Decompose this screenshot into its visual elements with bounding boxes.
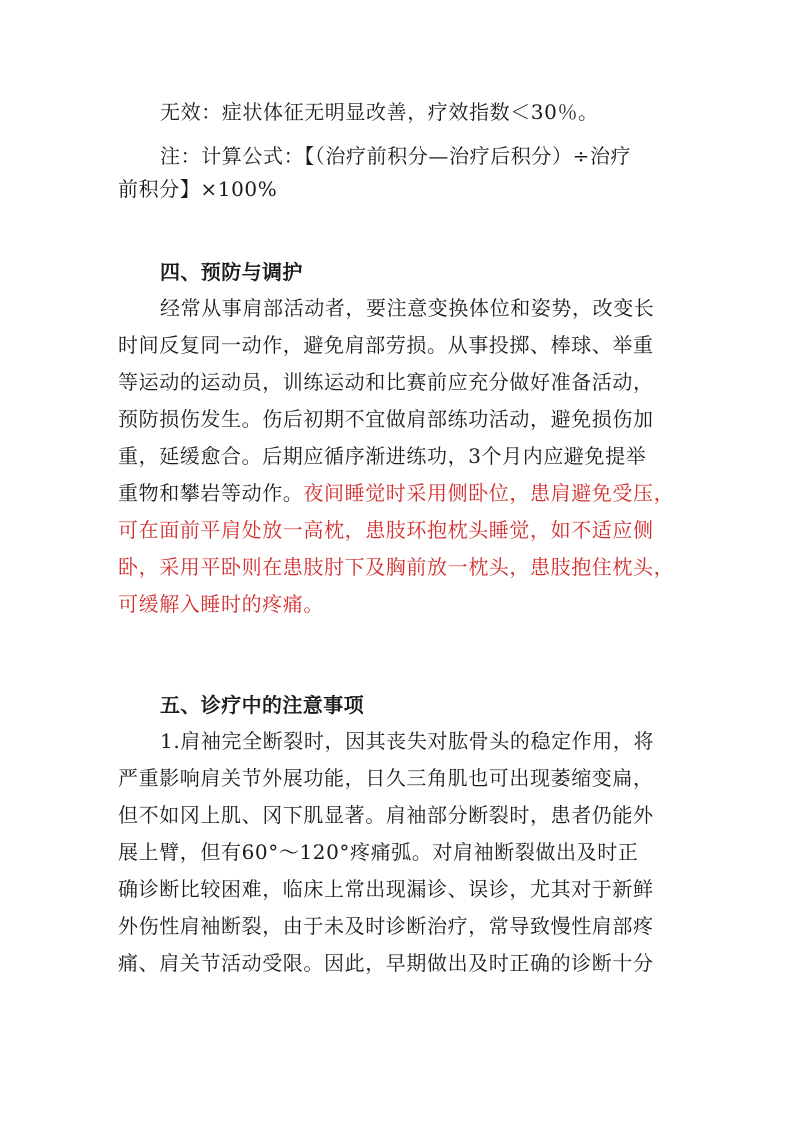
paragraph-line: 但不如冈上肌、冈下肌显著。肩袖部分断裂时，患者仍能外 <box>118 803 654 827</box>
highlighted-line: 可在面前平肩处放一高枕，患肢环抱枕头睡觉，如不适应侧 <box>118 518 654 542</box>
formula-note-continuation: 前积分】×100% <box>118 177 278 201</box>
highlighted-line: 可缓解入睡时的疼痛。 <box>118 592 324 616</box>
efficacy-invalid-line: 无效：症状体征无明显改善，疗效指数＜30％。 <box>160 100 599 124</box>
paragraph-line: 1.肩袖完全断裂时，因其丧失对肱骨头的稳定作用，将 <box>160 729 655 753</box>
paragraph-line: 时间反复同一动作，避免肩部劳损。从事投掷、棒球、举重 <box>118 333 654 357</box>
paragraph-line: 外伤性肩袖断裂，由于未及时诊断治疗，常导致慢性肩部疼 <box>118 914 654 938</box>
paragraph-text: 重物和攀岩等动作。 <box>118 481 304 505</box>
paragraph-line: 展上臂，但有60°～120°疼痛弧。对肩袖断裂做出及时正 <box>118 840 639 864</box>
paragraph-line-mixed <box>118 479 678 507</box>
paragraph-line: 确诊断比较困难，临床上常出现漏诊、误诊，尤其对于新鲜 <box>118 877 654 901</box>
paragraph-line: 预防损伤发生。伤后初期不宜做肩部练功活动，避免损伤加 <box>118 407 654 431</box>
paragraph-line: 经常从事肩部活动者，要注意变换体位和姿势，改变长 <box>160 296 655 320</box>
highlighted-text: 夜间睡觉时采用侧卧位，患肩避免受压， <box>303 481 675 505</box>
highlighted-line: 卧，采用平卧则在患肢肘下及胸前放一枕头，患肢抱住枕头， <box>118 555 675 579</box>
paragraph-line: 严重影响肩关节外展功能，日久三角肌也可出现萎缩变扁， <box>118 766 654 790</box>
formula-note-line: 注：计算公式：【（治疗前积分—治疗后积分）÷治疗 <box>160 144 632 168</box>
paragraph-line: 痛、肩关节活动受限。因此，早期做出及时正确的诊断十分 <box>118 951 654 975</box>
section-heading-prevention: 四、预防与调护 <box>160 260 303 284</box>
paragraph-line: 等运动的运动员，训练运动和比赛前应充分做好准备活动， <box>118 370 654 394</box>
section-heading-precautions: 五、诊疗中的注意事项 <box>160 693 364 717</box>
paragraph-line: 重，延缓愈合。后期应循序渐进练功，3个月内应避免提举 <box>118 444 647 468</box>
